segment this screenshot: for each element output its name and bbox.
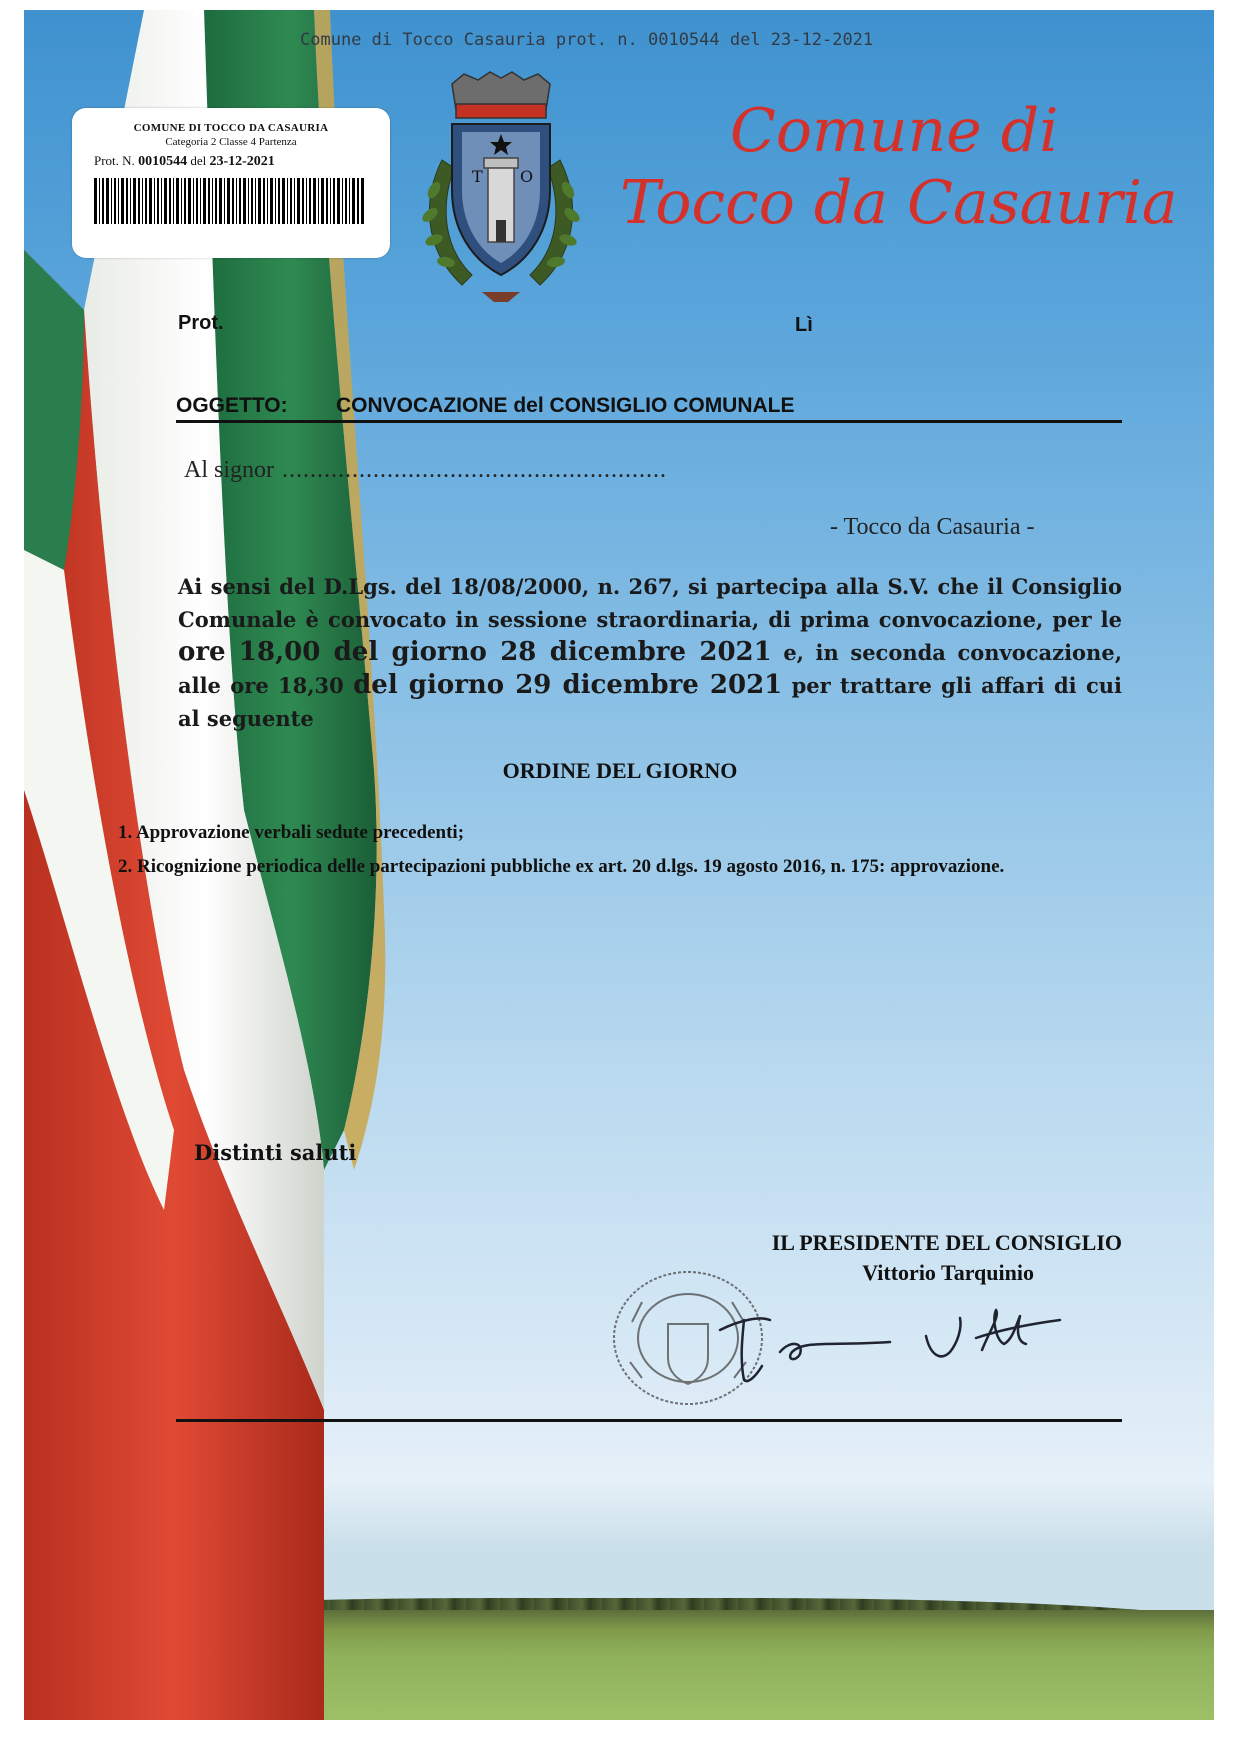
subject-label: OGGETTO: — [176, 394, 288, 417]
body-part-2: e, in seconda convocazione, alle ore 18,30 — [178, 640, 1122, 698]
recipient-salutation: Al signor — [184, 457, 274, 483]
label-prot-number: 0010544 — [138, 154, 188, 169]
title-line-2: Tocco da Casauria — [620, 168, 1178, 238]
protocol-field: Prot. — [178, 312, 224, 334]
label-protocol — [94, 153, 275, 170]
agenda-list — [118, 820, 1122, 888]
recipient-city: - Tocco da Casauria - — [830, 514, 1035, 540]
label-date: 23-12-2021 — [209, 154, 275, 169]
municipal-crest-icon — [412, 70, 590, 308]
crest-letter-o: O — [520, 167, 534, 186]
signature-icon — [700, 1280, 1070, 1390]
body-part-3: per trattare gli affari di cui al seguente — [178, 673, 1123, 731]
convocation-paragraph — [178, 570, 1122, 735]
label-del: del — [190, 153, 207, 168]
agenda-title: ORDINE DEL GIORNO — [502, 758, 738, 783]
label-prot-prefix: Prot. N. — [94, 153, 135, 168]
label-office: COMUNE DI TOCCO DA CASAURIA — [133, 122, 329, 134]
subject-text: CONVOCAZIONE del CONSIGLIO COMUNALE — [336, 394, 795, 417]
agenda-item: 2. Ricognizione periodica delle partecipazioni pubbliche ex art. 20 d.lgs. 19 agosto 2016, n. 175: approvazione. — [118, 856, 1005, 877]
agenda-item: 1. Approvazione verbali sedute precedenti; — [118, 822, 465, 843]
recipient-dots: ....................................................... — [282, 457, 667, 483]
crest-letter-t: T — [472, 167, 483, 186]
first-session-time: ore 18,00 del giorno 28 dicembre 2021 — [178, 637, 772, 667]
subject-line — [176, 394, 1122, 423]
barcode-icon — [94, 178, 364, 224]
second-session-time: del giorno 29 dicembre 2021 — [353, 670, 783, 700]
protocol-label — [72, 108, 390, 258]
closing-greeting: Distinti saluti — [194, 1140, 357, 1165]
signatory-role: IL PRESIDENTE DEL CONSIGLIO — [771, 1230, 1122, 1255]
protocol-watermark: Comune di Tocco Casauria prot. n. 0010544 del 23-12-2021 — [300, 30, 874, 50]
label-category: Categoria 2 Classe 4 Partenza — [165, 136, 297, 148]
bottom-divider — [176, 1419, 1122, 1422]
signatory-name: Vittorio Tarquinio — [862, 1260, 1034, 1285]
place-date-field: Lì — [795, 314, 813, 336]
recipient-line — [184, 457, 667, 484]
signatory-block — [690, 1228, 1122, 1288]
title-line-1: Comune di — [730, 96, 1059, 166]
body-part-1: Ai sensi del D.Lgs. del 18/08/2000, n. 267, si partecipa alla S.V. che il Consiglio Comunale è convocato in sessione straordinaria, di prima convocazione, per le — [178, 574, 1122, 632]
